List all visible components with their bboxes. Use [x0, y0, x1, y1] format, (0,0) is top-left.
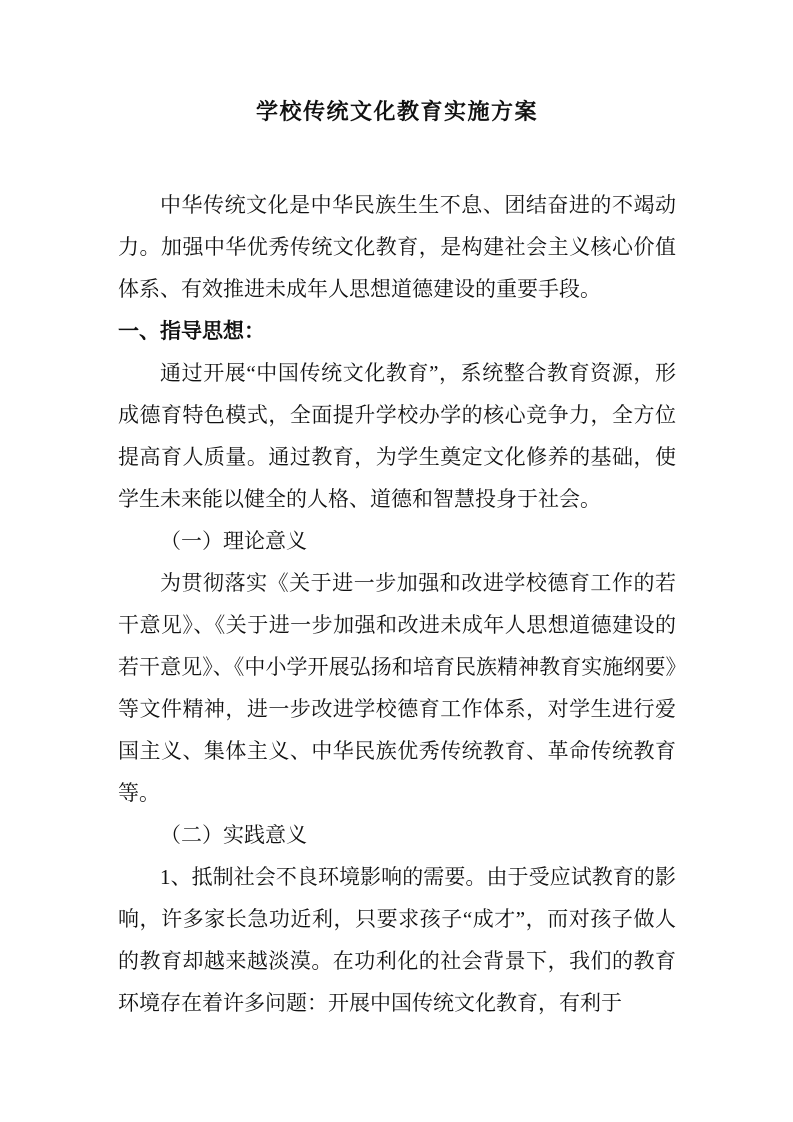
- paragraph-guiding-ideology: 通过开展“中国传统文化教育”，系统整合教育资源，形成德育特色模式，全面提升学校办学的核心竞争力，全方位提高育人质量。通过教育，为学生奠定文化修养的基础，使学生未来能以健全的人格、道德和智慧投身于社会。: [118, 361, 676, 511]
- section-heading-guiding-ideology: 一、指导思想：: [118, 319, 265, 343]
- subheading-practical-significance: （二）实践意义: [160, 823, 307, 847]
- paragraph-practical-significance: 1、抵制社会不良环境影响的需要。由于受应试教育的影响，许多家长急功近利，只要求孩子“成才”，而对孩子做人的教育却越来越淡漠。在功利化的社会背景下，我们的教育环境存在着许多问题：开展中国传统文化教育，有利于: [118, 865, 676, 1015]
- document-content: [118, 95, 676, 1024]
- paragraph-theoretical-significance: 为贯彻落实《关于进一步加强和改进学校德育工作的若干意见》、《关于进一步加强和改进未成年人思想道德建设的若干意见》、《中小学开展弘扬和培育民族精神教育实施纲要》等文件精神，进一步改进学校德育工作体系，对学生进行爱国主义、集体主义、中华民族优秀传统教育、革命传统教育等。: [118, 571, 676, 805]
- subheading-theoretical-significance: （一）理论意义: [160, 529, 307, 553]
- paragraph-intro: 中华传统文化是中华民族生生不息、团结奋进的不竭动力。加强中华优秀传统文化教育，是构建社会主义核心价值体系、有效推进未成年人思想道德建设的重要手段。: [118, 193, 676, 301]
- document-title: 学校传统文化教育实施方案: [255, 99, 538, 124]
- document-body: [118, 184, 676, 1024]
